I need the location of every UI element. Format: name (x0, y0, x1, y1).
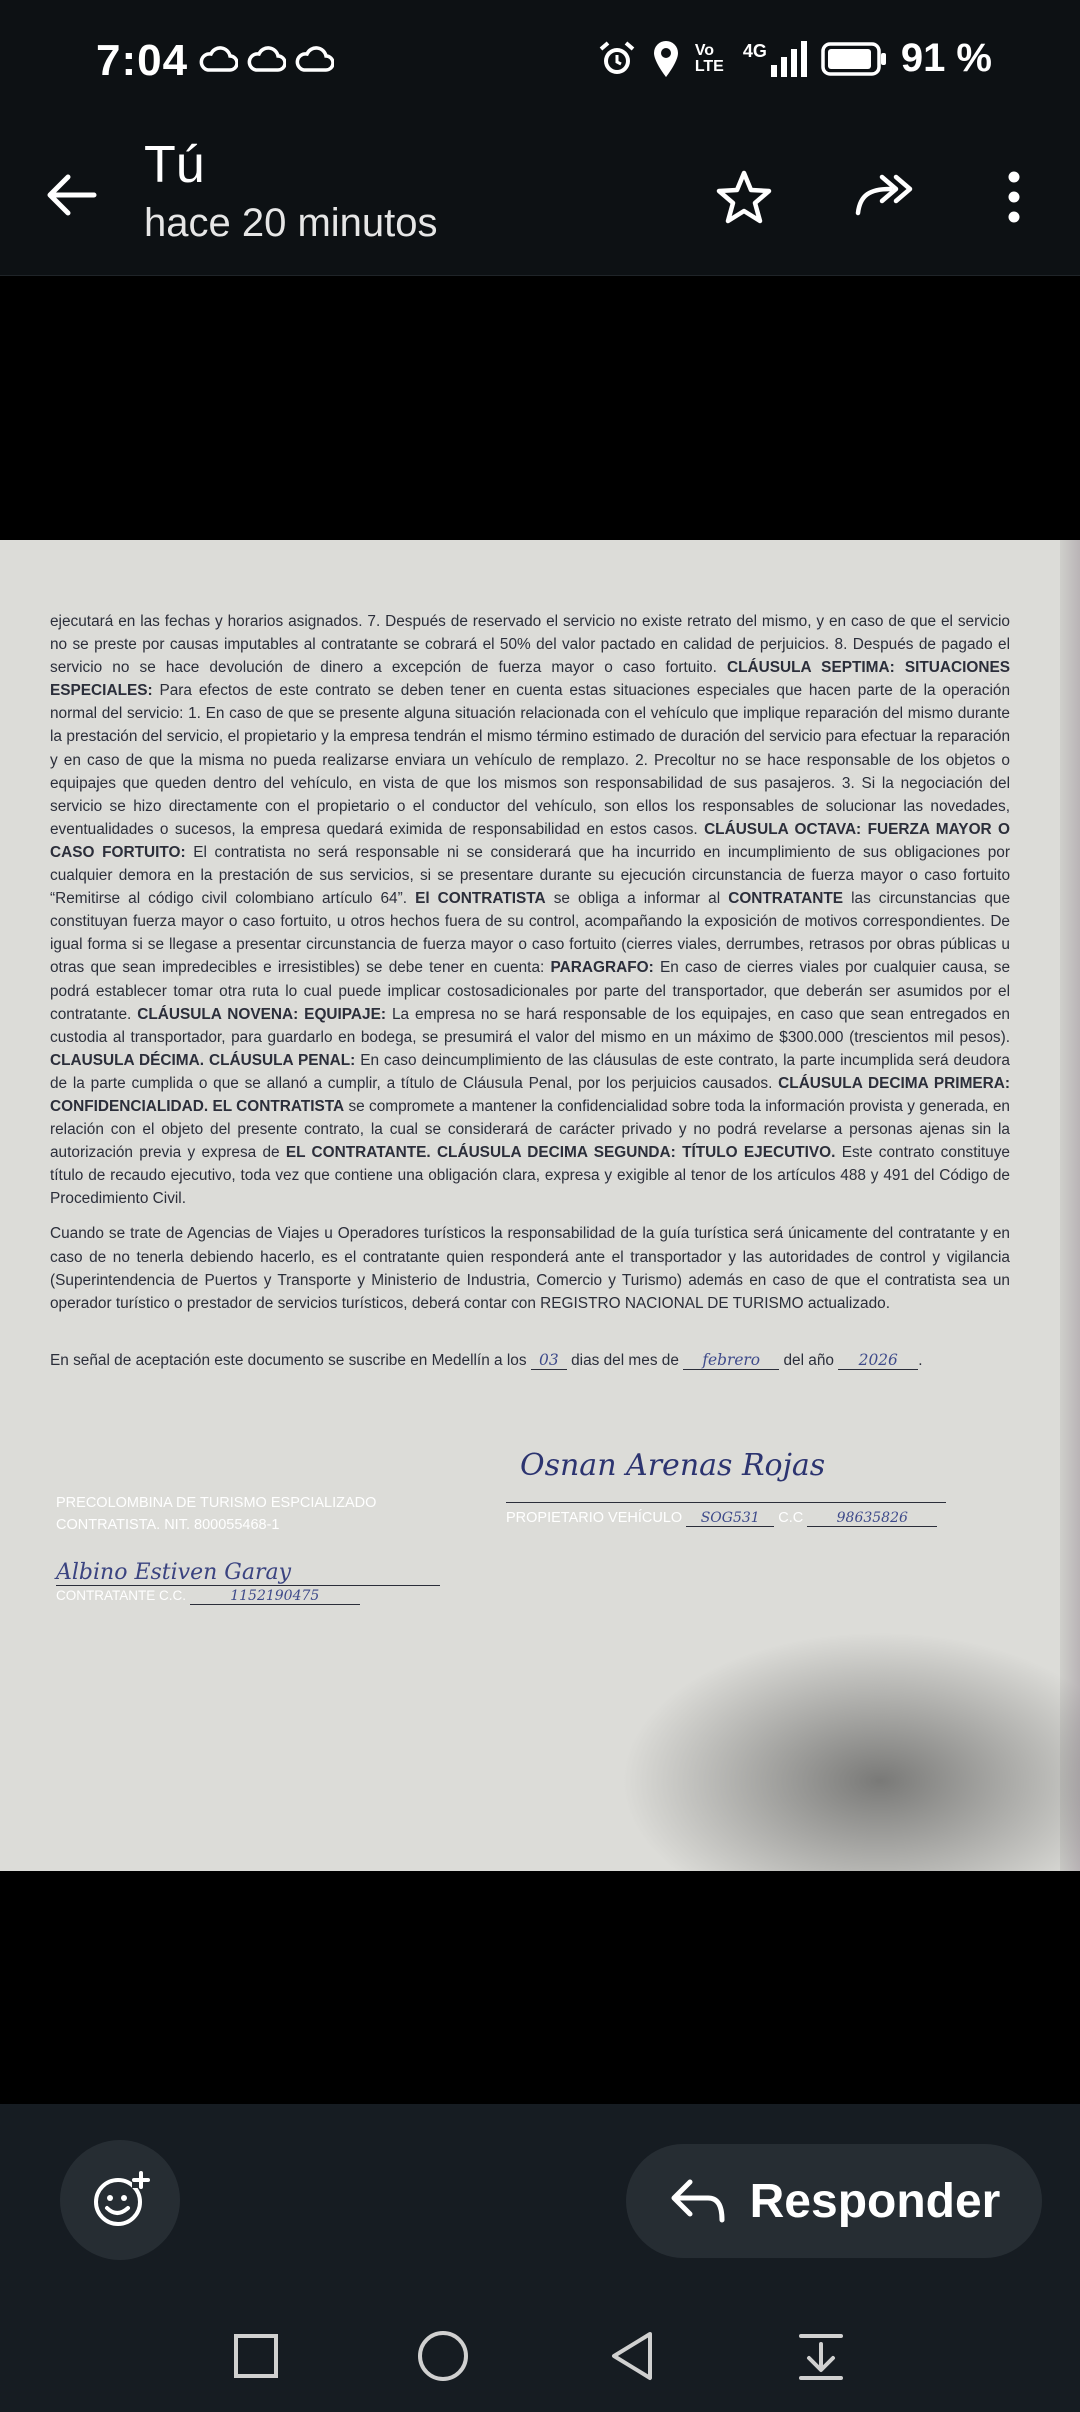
contract-document (50, 610, 1010, 1370)
signal-bar (801, 41, 807, 77)
alarm-icon (597, 39, 637, 79)
network-type: 4G (742, 40, 767, 61)
signal-bar (781, 57, 787, 77)
status-time: 7:04 (96, 36, 189, 85)
battery-percent: 91 % (900, 36, 992, 80)
contratante-label-row (56, 1585, 440, 1605)
signal-bar (791, 49, 797, 77)
acceptance-text: dias del mes de (571, 1351, 679, 1369)
add-reaction-button[interactable] (60, 2140, 180, 2260)
clause-text: se compromete a mantener la confidencialidad sobre toda la información provista y generada, en relación con el objeto del presente contrato, la cual se considerará de carácter privado y no podrá revelarse a personas ajenas sin la autorización previa y expresa de (50, 1097, 1010, 1162)
clause-heading: CLÁUSULA SEPTIMA: SITUACIONES ESPECIALES: (50, 659, 1011, 700)
photo-shadow (620, 1631, 1080, 1871)
signature-line (506, 1502, 946, 1503)
system-nav-bar (0, 2300, 1080, 2412)
company-block (56, 1492, 376, 1536)
weather-icons (198, 44, 334, 74)
acceptance-text: . (918, 1351, 923, 1369)
home-icon[interactable] (415, 2328, 471, 2384)
clause-heading: El CONTRATISTA (415, 890, 546, 908)
forward-icon[interactable] (852, 165, 916, 229)
back-icon[interactable] (604, 2328, 660, 2384)
contract-body (50, 610, 1010, 1210)
notification-pulldown-icon[interactable] (793, 2328, 849, 2384)
owner-cc: 98635826 (807, 1510, 937, 1527)
back-arrow-icon[interactable] (40, 163, 104, 227)
clause-heading: PARAGRAFO: (550, 959, 654, 977)
clause-text: Para efectos de este contrato se deben tener en cuenta estas situaciones especiales que hacen parte de la operación normal del servicio: 1. En caso de que se presente alguna situación relacionada con el vehículo que implique reparación del mismo durante la prestación del servicio, el propietario y la empresa tendrán el mismo término estimado de duración del servicio para efectuar la reparación y en caso de que la misma no pueda realizarse enviara un vehículo de remplazo. 2. Precoltur no se hace responsable de los objetos o equipajes que queden dentro del vehículo, en vista de que los mismos son responsabilidad de sus pasajeros. 3. Si la negociación del servicio se hizo directamente con el propietario o el conductor del vehículo, son ellos los responsables de solucionar las novedades, eventualidades o sucesos, la empresa quedará eximida de responsabilidad en estos casos. (50, 682, 1011, 838)
owner-cc-label: C.C (778, 1510, 804, 1526)
reply-icon (668, 2176, 728, 2226)
owner-signature: Osnan Arenas Rojas (520, 1448, 826, 1483)
company-name: PRECOLOMBINA DE TURISMO ESPCIALIZADO (56, 1495, 377, 1511)
acceptance-month: febrero (683, 1351, 779, 1370)
clause-text: En caso de cierres viales por cualquier causa, se podrá establecer tomar otra ruta lo cual puede implicar costosadicionales por parte del transportador, que deberán ser asumidos por el contratante. (50, 959, 1011, 1023)
acceptance-text: En señal de aceptación este documento se suscribe en Medellín a los (50, 1351, 527, 1369)
clause-heading: EL CONTRATANTE. CLÁUSULA DECIMA SEGUNDA: TÍTULO EJECUTIVO. (285, 1144, 836, 1162)
owner-label: PROPIETARIO VEHÍCULO (506, 1510, 683, 1526)
acceptance-year: 2026 (838, 1351, 918, 1370)
clause-heading: CLAUSULA DÉCIMA. CLÁUSULA PENAL: (50, 1051, 356, 1069)
acceptance-day: 03 (531, 1351, 567, 1370)
clause-heading: CLÁUSULA DECIMA PRIMERA: CONFIDENCIALIDAD. EL CONTRATISTA (50, 1074, 1011, 1115)
location-icon (651, 39, 681, 79)
volte-icon: Vo LTE (694, 41, 724, 75)
contratante-cc: 1152190475 (190, 1588, 360, 1605)
sender-name: Tú (144, 136, 205, 194)
clause-text: El contratista no será responsable ni se considerará que ha incurrido en incumplimiento de sus obligaciones por cualquier demora en la prestación de sus servicios, si se presentare durante su ejecución circunstancia de fuerza mayor o caso fortuito “Remitirse al código civil colombiano artículo 64”. (50, 843, 1010, 908)
clause-heading: CLÁUSULA OCTAVA: FUERZA MAYOR O CASO FORTUITO: (50, 820, 1011, 861)
clause-heading: CONTRATANTE (728, 890, 844, 908)
clause-text: La empresa no se hará responsable de los equipajes, en caso que sean entregados en custodia al transportador, para guardarlo en bodega, se presumirá el valor del mismo en un máximo de $300.000 (trescientos mil pesos). (50, 1005, 1010, 1046)
owner-vehicle: SOG531 (686, 1510, 774, 1527)
bottom-action-bar (0, 2104, 1080, 2300)
message-time: hace 20 minutos (144, 201, 438, 245)
acceptance-line (50, 1351, 1010, 1370)
reply-label: Responder (749, 2174, 1001, 2228)
clause-text: ejecutará en las fechas y horarios asignados. 7. Después de reservado el servicio no existe retrato del mismo, y en caso de que el servicio no se preste por causas imputables al contratante se cobrará el 50% del valor pactado en calidad de perjuicios. 8. Después de pagado el servicio no se hace devolución de dinero a excepción de fuerza mayor o caso fortuito. (50, 613, 1010, 677)
recent-apps-icon[interactable] (228, 2328, 284, 2384)
status-bar (0, 0, 1080, 125)
cloud-icon (294, 44, 334, 74)
contratante-signature-block (56, 1560, 440, 1605)
signatures (56, 1448, 996, 1570)
cloud-icon (198, 44, 238, 74)
battery-icon (821, 41, 887, 77)
cloud-icon (246, 44, 286, 74)
more-options-icon[interactable] (982, 165, 1046, 229)
clause-text: Este contrato constituye título de recaudo ejecutivo, toda vez que contiene una obligación clara, expresa y exigible al tenor de los artículos 488 y 491 del Código de Procedimiento Civil. (50, 1144, 1010, 1208)
star-icon[interactable] (712, 165, 776, 229)
contratante-signature: Albino Estiven Garay (56, 1560, 292, 1585)
clause-heading: CLÁUSULA NOVENA: EQUIPAJE: (137, 1005, 386, 1023)
status-right (597, 36, 992, 81)
reply-button[interactable] (626, 2144, 1042, 2258)
company-nit: CONTRATISTA. NIT. 800055468-1 (56, 1517, 280, 1533)
clause-text: las circunstancias que constituyan fuerza mayor o caso fortuito, u otros hechos fuera de su control, acompañando la exposición de motivos correspondientes. De igual forma si se llegase a presentar circunstancia de fuerza mayor o caso fortuito (cierres viales, derrumbes, retrasos por obras públicas u otras que sean impredecibles e irresistibles) se debe tener en cuenta: (50, 890, 1011, 977)
clause-text: se obliga a informar al (553, 890, 721, 908)
clause-text: En caso deincumplimiento de las cláusulas de este contrato, la parte incumplida será deudora de la parte cumplida o que se allanó a cumplir, a título de Cláusula Penal, por los perjuicios causados. (50, 1051, 1010, 1092)
acceptance-text: del año (783, 1351, 834, 1369)
signal-bar (771, 65, 777, 77)
4g-signal-icon (743, 41, 807, 77)
contratante-label: CONTRATANTE C.C. (56, 1588, 186, 1603)
photo-viewer-image[interactable] (0, 540, 1080, 1871)
agencies-paragraph: Cuando se trate de Agencias de Viajes u Operadores turísticos la responsabilidad de la guía turística será únicamente del contratante y en caso de no tenerla debiendo hacerlo, es el contratante quien responderá ante el transportador y las autoridades de control y vigilancia (Superintendencia de Puertos y Transporte y Ministerio de Industria, Comercio y Turismo) además en caso de que el contratista sea un operador turístico o prestador de servicios turísticos, deberá contar con REGISTRO NACIONAL DE TURISMO actualizado. (50, 1225, 1010, 1312)
app-bar (0, 125, 1080, 276)
owner-label-row (506, 1510, 937, 1527)
add-reaction-icon (90, 2170, 150, 2230)
